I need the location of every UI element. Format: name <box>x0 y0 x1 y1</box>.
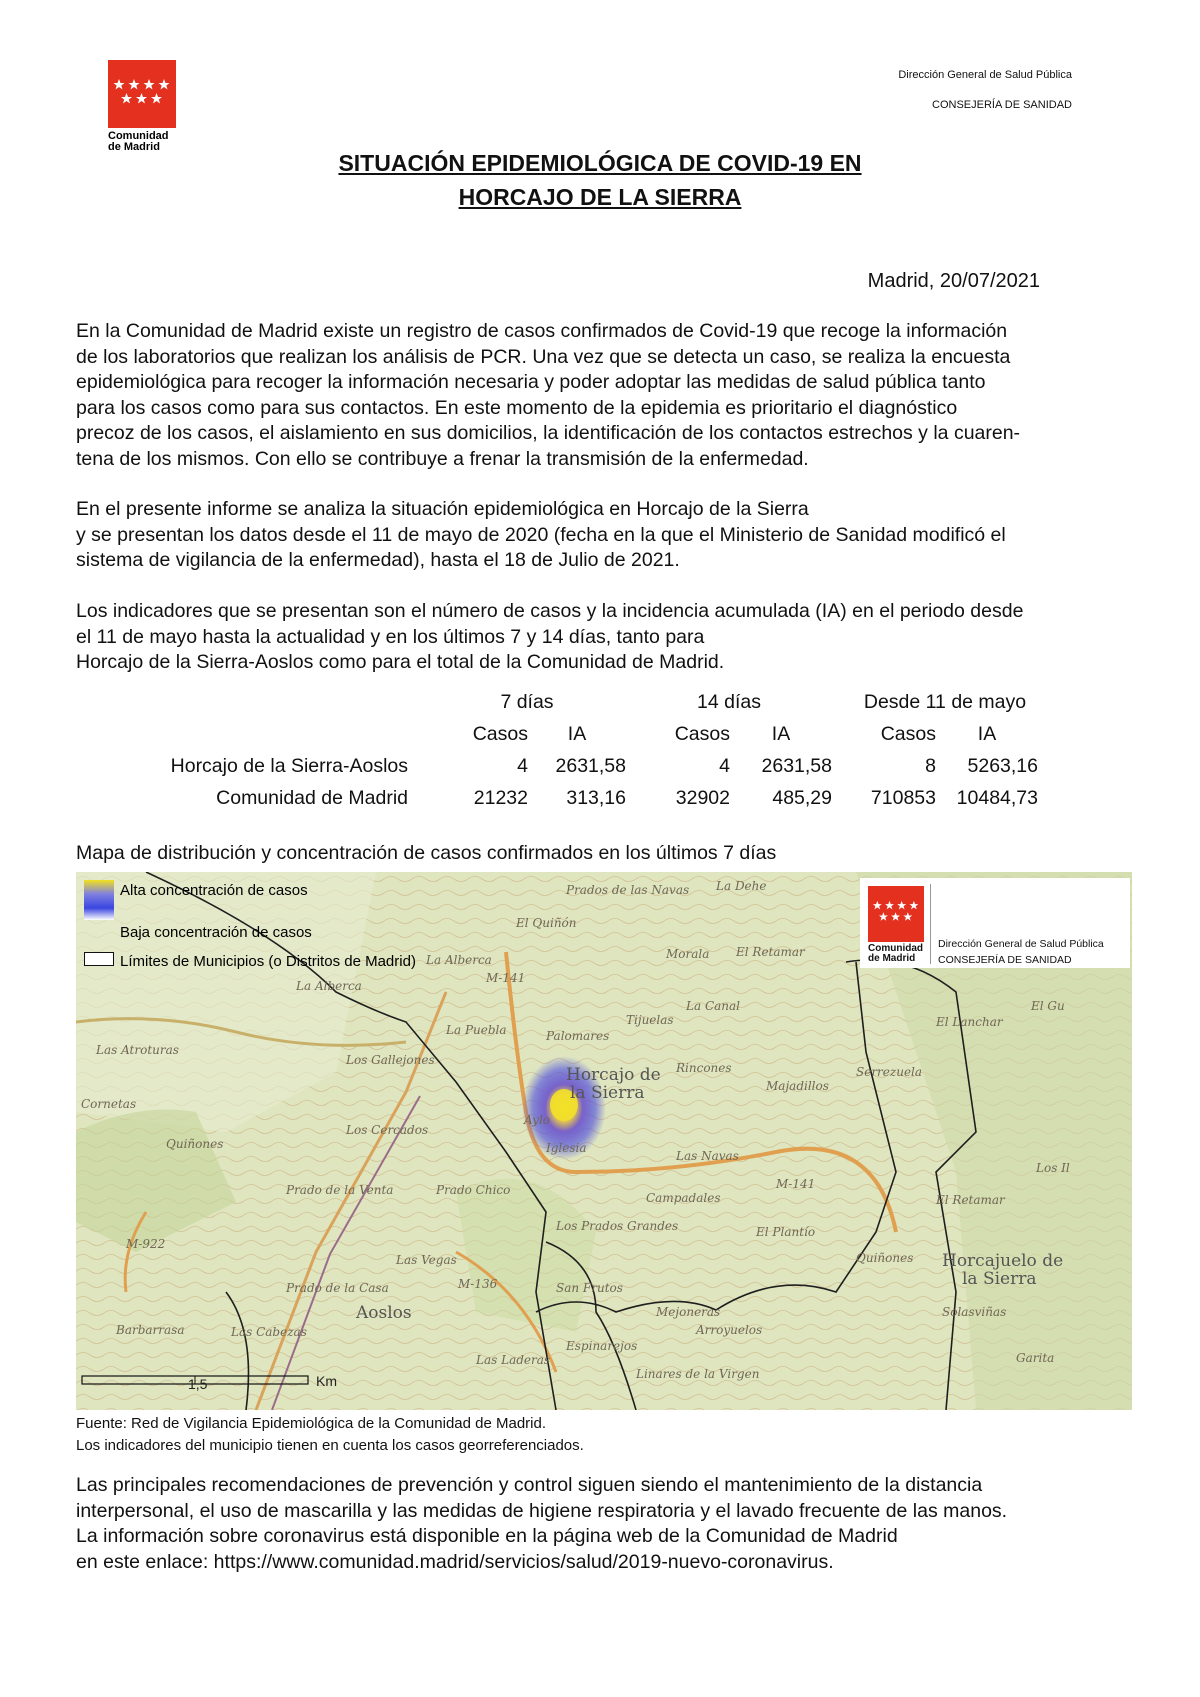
source-line1: Fuente: Red de Vigilancia Epidemiológica de la Comunidad de Madrid. <box>76 1415 547 1432</box>
cell-value: 4 <box>719 754 730 777</box>
p2-line: sistema de vigilancia de la enfermedad), hasta el 18 de Julio de 2021. <box>76 549 680 571</box>
org-line2: CONSEJERÍA DE SANIDAD <box>932 99 1072 111</box>
map-logo-org <box>938 936 1104 968</box>
map-place-label: Los Il <box>1036 1161 1070 1175</box>
map-place-label: Palomares <box>546 1029 610 1043</box>
map-place-label: Arroyuelos <box>696 1323 763 1337</box>
map-place-label: Las Cabezas <box>231 1325 307 1339</box>
map-place-label: Iglesia <box>546 1141 587 1155</box>
intro-paragraph-3 <box>76 599 1166 676</box>
map-logo-org-line1: Dirección General de Salud Pública <box>938 938 1104 950</box>
period-14-days: 14 días <box>697 690 761 713</box>
map-place-label: Horcajo de <box>566 1065 661 1085</box>
map-place-label: El Gu <box>1031 999 1065 1013</box>
map-place-label: Cornetas <box>81 1097 137 1111</box>
map-logo-text-line1: Comunidad <box>868 943 923 954</box>
cell-value: 4 <box>517 754 528 777</box>
logo-text-line1: Comunidad <box>108 130 169 142</box>
map-logo-panel <box>860 878 1130 968</box>
map-logo-text-line2: de Madrid <box>868 953 916 964</box>
cell-value: 32902 <box>675 786 730 809</box>
p3-line: el 11 de mayo hasta la actualidad y en los últimos 7 y 14 días, tanto para <box>76 625 705 648</box>
recommendations-paragraph <box>76 1473 1166 1575</box>
p2-line: En el presente informe se analiza la situación epidemiológica en Horcajo de la Sierra <box>76 498 809 520</box>
map-place-label: Los Cercados <box>346 1123 429 1137</box>
intro-paragraph-1 <box>76 319 1166 472</box>
legend-low: Baja concentración de casos <box>120 924 312 941</box>
map-place-label: Campadales <box>646 1191 721 1205</box>
map-logo-org-line2: CONSEJERÍA DE SANIDAD <box>938 954 1072 966</box>
footer-line: en este enlace: https://www.comunidad.madrid/servicios/salud/2019-nuevo-coronavirus. <box>76 1550 834 1573</box>
map-place-label: Los Prados Grandes <box>556 1219 679 1233</box>
cell-value: 485,29 <box>772 786 832 809</box>
map-place-label: Solasviñas <box>942 1305 1007 1319</box>
map-place-label: Serrezuela <box>856 1065 923 1079</box>
map-place-label: M-136 <box>458 1277 498 1291</box>
map-place-label: la Sierra <box>570 1083 645 1103</box>
map-place-label: Majadillos <box>766 1079 829 1093</box>
col-casos: Casos <box>674 722 730 745</box>
stars-icon <box>112 78 172 110</box>
table-row <box>160 782 1038 814</box>
map-place-label: La Dehe <box>716 879 767 893</box>
indicators-table-wrapper <box>160 686 1038 814</box>
row-name: Comunidad de Madrid <box>216 786 408 809</box>
source-line2: Los indicadores del municipio tienen en cuenta los casos georreferenciados. <box>76 1437 584 1454</box>
table-row <box>160 750 1038 782</box>
map-place-label: Rincones <box>676 1061 732 1075</box>
intro-paragraph-2 <box>76 497 1166 574</box>
map-place-label: Las Laderas <box>476 1353 551 1367</box>
map-place-label: Tijuelas <box>626 1013 674 1027</box>
col-ia: IA <box>771 722 791 745</box>
divider <box>930 884 931 964</box>
map-place-label: El Retamar <box>736 945 805 959</box>
col-casos: Casos <box>472 722 528 745</box>
title-line1: SITUACIÓN EPIDEMIOLÓGICA DE COVID-19 EN <box>338 150 862 176</box>
case-distribution-map <box>76 872 1132 1410</box>
map-place-label: Horcajuelo de <box>942 1251 1064 1271</box>
map-logo-text <box>868 944 923 964</box>
map-place-label: Las Navas <box>676 1149 739 1163</box>
map-place-label: Aoslos <box>356 1303 412 1323</box>
map-place-label: Quiñones <box>856 1251 914 1265</box>
p1-line: tena de los mismos. Con ello se contribuye a frenar la transmisión de la enfermedad. <box>76 447 809 470</box>
map-place-label: Prado Chico <box>436 1183 511 1197</box>
title-line2: HORCAJO DE LA SIERRA <box>458 184 742 210</box>
p1-line: precoz de los casos, el aislamiento en sus domicilios, la identificación de los contactos estrechos y la cuaren- <box>76 422 1021 444</box>
header-organization <box>898 60 1072 120</box>
boundary-legend-icon <box>84 952 114 966</box>
map-place-label: Barbarrasa <box>116 1323 185 1337</box>
map-place-label: Morala <box>666 947 710 961</box>
map-place-label: La Canal <box>686 999 740 1013</box>
map-place-label: M-922 <box>126 1237 166 1251</box>
map-place-label: Espinarejos <box>566 1339 638 1353</box>
map-place-label: M-141 <box>486 971 526 985</box>
map-place-label: El Quiñón <box>516 916 577 930</box>
cell-value: 710853 <box>870 786 936 809</box>
indicators-table <box>160 686 1038 814</box>
page-title <box>0 146 1200 214</box>
cell-value: 2631,58 <box>555 754 626 777</box>
legend-boundaries: Límites de Municipios (o Distritos de Madrid) <box>120 953 416 970</box>
cell-value: 5263,16 <box>967 754 1038 777</box>
concentration-gradient-icon <box>84 880 116 920</box>
p1-line: En la Comunidad de Madrid existe un registro de casos confirmados de Covid-19 que recoge la información <box>76 320 1008 342</box>
map-place-label: Garita <box>1016 1351 1055 1365</box>
logo-text-line2: de Madrid <box>108 141 160 153</box>
comunidad-madrid-logo <box>108 60 178 153</box>
cell-value: 10484,73 <box>956 786 1038 809</box>
period-since-may: Desde 11 de mayo <box>863 690 1027 713</box>
madrid-flag-icon <box>108 60 176 128</box>
row-name: Horcajo de la Sierra-Aoslos <box>170 754 408 777</box>
period-7-days: 7 días <box>500 690 554 713</box>
col-ia: IA <box>567 722 587 745</box>
p3-line: Horcajo de la Sierra-Aoslos como para el total de la Comunidad de Madrid. <box>76 651 725 673</box>
p3-line: Los indicadores que se presentan son el número de casos y la incidencia acumulada (IA) en el periodo desde <box>76 600 1024 622</box>
map-place-label: Prado de la Venta <box>286 1183 394 1197</box>
org-line1: Dirección General de Salud Pública <box>898 69 1072 81</box>
map-place-label: Mejoneras <box>656 1305 721 1319</box>
p1-line: epidemiológica para recoger la información necesaria y poder adoptar las medidas de salud pública tanto <box>76 371 986 393</box>
map-place-label: La Alberca <box>426 953 492 967</box>
col-ia: IA <box>977 722 997 745</box>
map-place-label: Las Vegas <box>396 1253 457 1267</box>
table-period-header <box>160 686 1038 718</box>
footer-line: La información sobre coronavirus está disponible en la página web de la Comunidad de Madrid <box>76 1525 898 1547</box>
map-place-label: El Lanchar <box>936 1015 1003 1029</box>
map-place-label: Prado de la Casa <box>286 1281 389 1295</box>
map-place-label: Las Atroturas <box>96 1043 179 1057</box>
map-place-label: El Plantío <box>756 1225 816 1239</box>
table-column-header <box>160 718 1038 750</box>
cell-value: 21232 <box>473 786 528 809</box>
scale-unit: Km <box>316 1373 337 1389</box>
footer-line: Las principales recomendaciones de prevención y control siguen siendo el mantenimiento de la distancia <box>76 1474 983 1496</box>
map-place-label: Aylo <box>524 1113 551 1127</box>
map-place-label: San Frutos <box>556 1281 623 1295</box>
cell-value: 8 <box>925 754 936 777</box>
map-place-label: El Retamar <box>936 1193 1005 1207</box>
p2-line: y se presentan los datos desde el 11 de mayo de 2020 (fecha en la que el Ministerio de Sanidad modificó el <box>76 523 1006 546</box>
col-casos: Casos <box>880 722 936 745</box>
cell-value: 313,16 <box>566 786 626 809</box>
map-source <box>76 1413 584 1457</box>
map-place-label: Los Gallejones <box>346 1053 435 1067</box>
map-place-label: Prados de las Navas <box>566 883 690 897</box>
map-place-label: La Puebla <box>446 1023 507 1037</box>
madrid-flag-icon <box>868 886 924 942</box>
scale-value: 1,5 <box>188 1376 208 1392</box>
map-place-label: Linares de la Virgen <box>636 1367 760 1381</box>
map-title: Mapa de distribución y concentración de casos confirmados en los últimos 7 días <box>76 842 777 864</box>
p1-line: para los casos como para sus contactos. En este momento de la epidemia es prioritario el diagnóstico <box>76 396 958 419</box>
report-date: Madrid, 20/07/2021 <box>867 270 1040 292</box>
p1-line: de los laboratorios que realizan los análisis de PCR. Una vez que se detecta un caso, se realiza la encuesta <box>76 345 1011 368</box>
footer-line: interpersonal, el uso de mascarilla y las medidas de higiene respiratoria y el lavado frecuente de las manos. <box>76 1499 1008 1522</box>
map-place-label: Quiñones <box>166 1137 224 1151</box>
cell-value: 2631,58 <box>761 754 832 777</box>
map-place-label: la Sierra <box>962 1269 1037 1289</box>
legend-high: Alta concentración de casos <box>120 882 308 899</box>
map-place-label: La Alberca <box>296 979 362 993</box>
map-place-label: M-141 <box>776 1177 816 1191</box>
